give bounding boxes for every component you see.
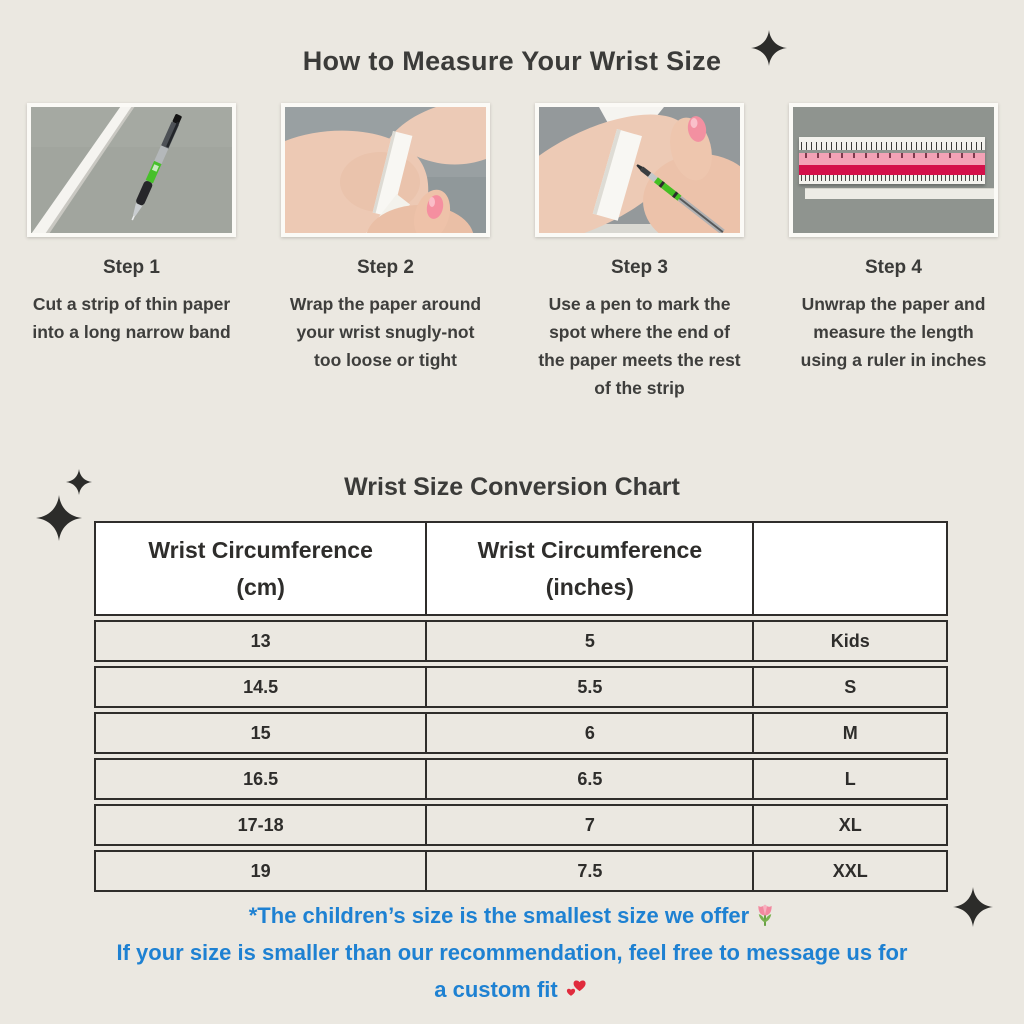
table-cell: 5.5 [425,666,754,708]
table-cell: 13 [94,620,427,662]
table-row [94,758,948,800]
step-2 [281,103,490,402]
header-inches [425,521,754,616]
page-title: How to Measure Your Wrist Size [302,46,722,76]
table-cell: XXL [752,850,948,892]
step2-description: Wrap the paper around your wrist snugly-not too loose or tight [289,294,482,370]
table-cell: 16.5 [94,758,427,800]
step-4 [789,103,998,402]
step-3 [535,103,744,402]
ruler-illustration [799,137,985,184]
table-row [94,850,948,892]
header-cm-line1: Wrist Circumference [148,536,373,563]
footer-line-3-text: a custom fit [434,977,558,1002]
header-inches-line2: (inches) [545,573,634,600]
step3-description: Use a pen to mark the spot where the end of the paper meets the rest of the strip [538,294,741,398]
step-1 [27,103,236,402]
wrist-size-table [94,521,948,892]
footer-line-1-text: *The children’s size is the smallest size we offer [248,903,750,928]
paper-strip [805,188,994,199]
steps-row [27,103,997,402]
table-cell: 5 [425,620,754,662]
step3-photo [535,103,744,237]
table-cell: 14.5 [94,666,427,708]
table-cell: Kids [752,620,948,662]
footer-line-2: If your size is smaller than our recommendation, feel free to message us for [116,940,908,965]
table-header-row [94,521,948,616]
ruler-ticks-bottom [801,175,983,181]
footer-line-3 [0,971,1024,1008]
ruler-numbers [805,153,979,158]
step2-label: Step 2 [356,257,415,278]
table-cell: M [752,712,948,754]
table-cell: 6.5 [425,758,754,800]
two-hearts-icon [564,977,590,1001]
step1-photo [27,103,236,237]
table-row [94,804,948,846]
table-cell: 7 [425,804,754,846]
table-cell: S [752,666,948,708]
header-size [752,521,948,616]
step3-label: Step 3 [610,257,669,278]
table-cell: 17-18 [94,804,427,846]
table-cell: 19 [94,850,427,892]
table-cell: L [752,758,948,800]
table-row [94,620,948,662]
step4-photo [789,103,998,237]
step4-description: Unwrap the paper and measure the length using a ruler in inches [800,294,987,370]
table-row [94,712,948,754]
footer-note [0,897,1024,1008]
table-row [94,666,948,708]
step4-label: Step 4 [864,257,923,278]
tulip-icon [755,903,775,927]
ruler-ticks-top [801,142,983,150]
step2-photo [281,103,490,237]
table-cell: 15 [94,712,427,754]
table-cell: XL [752,804,948,846]
table-cell: 7.5 [425,850,754,892]
header-inches-line1: Wrist Circumference [477,536,703,563]
header-cm [94,521,427,616]
table-cell: 6 [425,712,754,754]
step1-description: Cut a strip of thin paper into a long narrow band [32,294,231,342]
ruler-red-stripe [799,165,985,175]
section-title: Wrist Size Conversion Chart [344,473,680,501]
step1-label: Step 1 [102,257,161,278]
footer-line-1 [0,897,1024,934]
header-cm-line2: (cm) [236,573,285,600]
